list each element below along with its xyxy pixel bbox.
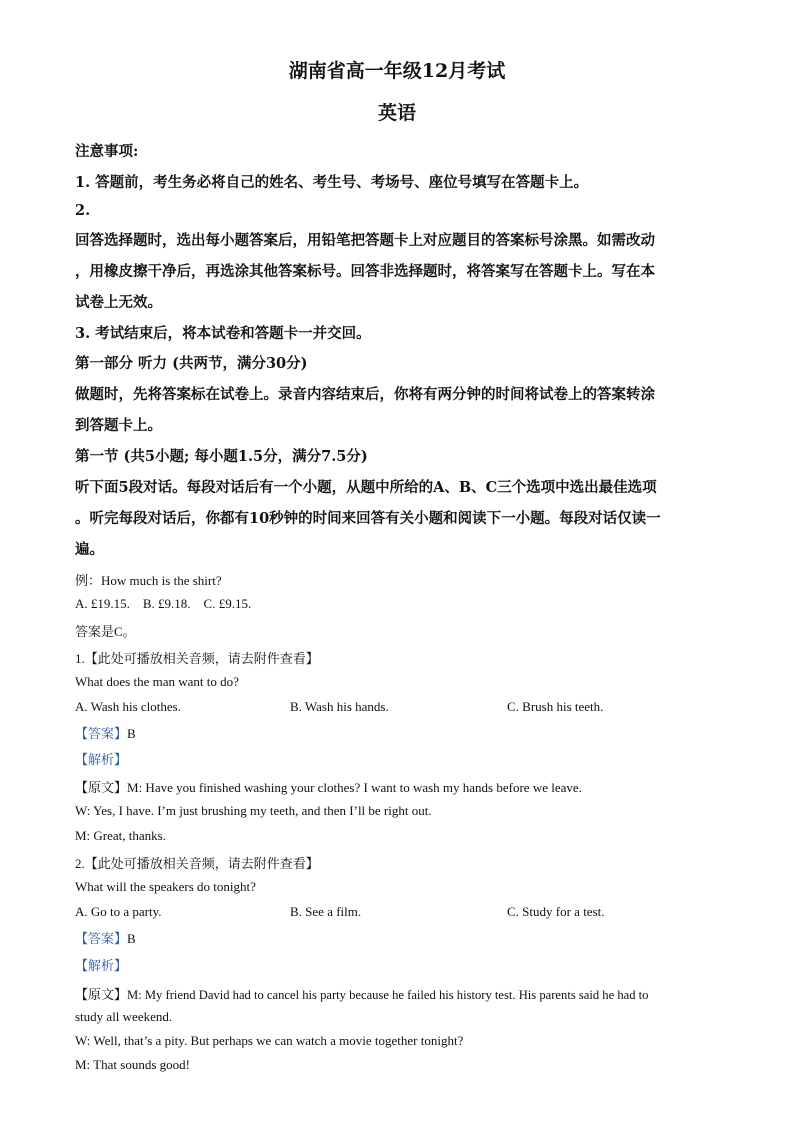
q2-prompt: What will the speakers do tonight?	[75, 879, 256, 894]
example-answer: 答案是C。	[75, 624, 136, 639]
q1-option-c: C. Brush his teeth.	[507, 699, 604, 714]
q2-option-c: C. Study for a test.	[507, 904, 605, 919]
note-item-3: 3. 考试结束后，将本试卷和答题卡一并交回。	[75, 325, 371, 342]
q1-option-a: A. Wash his clothes.	[75, 699, 181, 714]
q1-audio-note: 1.【此处可播放相关音频，请去附件查看】	[75, 651, 319, 666]
example-question: 例：How much is the shirt?	[75, 573, 222, 588]
exam-title: 湖南省高一年级12月考试	[288, 60, 506, 82]
q1-answer: B	[127, 726, 136, 741]
q2-analysis-tag: 【解析】	[75, 959, 128, 974]
note-item-2-line-2: ，用橡皮擦干净后，再选涂其他答案标号。回答非选择题时，将答案写在答题卡上。写在本	[75, 263, 655, 280]
q1-option-b: B. Wash his hands.	[290, 699, 389, 714]
section1-heading: 第一节 (共5小题; 每小题1.5分，满分7.5分)	[75, 448, 368, 465]
section1-instruction-line-2: 。听完每段对话后，你都有10秒钟的时间来回答有关小题和阅读下一小题。每段对话仅读一	[75, 510, 661, 527]
q2-option-a: A. Go to a party.	[75, 904, 162, 919]
q1-analysis-tag: 【解析】	[75, 753, 128, 768]
part1-instruction-line-1: 做题时，先将答案标在试卷上。录音内容结束后，你将有两分钟的时间将试卷上的答案转涂	[75, 386, 655, 403]
section1-instruction-line-3: 遍。	[75, 541, 104, 558]
q2-answer-tag: 【答案】	[75, 932, 128, 947]
example-options: A. £19.15. B. £9.18. C. £9.15.	[75, 596, 252, 611]
q1-answer-tag: 【答案】	[75, 727, 128, 742]
note-item-1: 1. 答题前，考生务必将自己的姓名、考生号、考场号、座位号填写在答题卡上。	[75, 174, 589, 191]
note-item-2-line-1: 回答选择题时，选出每小题答案后，用铅笔把答题卡上对应题目的答案标号涂黑。如需改动	[75, 232, 655, 249]
q1-transcript-line-3: M: Great, thanks.	[75, 828, 166, 843]
q1-transcript-text-1: M: Have you finished washing your clothes? I want to wash my hands before we leave.	[127, 780, 582, 795]
q2-transcript-line-3: M: That sounds good!	[75, 1057, 190, 1072]
q1-answer-row	[75, 723, 136, 743]
q1-original-tag: 【原文】	[75, 780, 128, 795]
q2-answer: B	[127, 931, 136, 946]
q2-audio-note: 2.【此处可播放相关音频，请去附件查看】	[75, 856, 319, 871]
q2-transcript-line-1	[75, 984, 648, 1004]
q1-transcript-line-1	[75, 777, 582, 797]
note-item-2-line-3: 试卷上无效。	[75, 294, 162, 311]
q2-transcript-line-2: W: Well, that’s a pity. But perhaps we can watch a movie together tonight?	[75, 1033, 464, 1048]
q2-original-tag: 【原文】	[75, 987, 128, 1002]
q2-transcript-text-1: M: My friend David had to cancel his party because he failed his history test. His parents said he had to	[127, 988, 649, 1002]
q2-answer-row	[75, 928, 136, 948]
section1-instruction-line-1: 听下面5段对话。每段对话后有一个小题，从题中所给的A、B、C三个选项中选出最佳选项	[75, 479, 657, 496]
q1-transcript-line-2: W: Yes, I have. I’m just brushing my teeth, and then I’ll be right out.	[75, 803, 432, 818]
note-item-2-number: 2.	[75, 202, 91, 219]
q2-option-b: B. See a film.	[290, 904, 362, 919]
part1-instruction-line-2: 到答题卡上。	[75, 417, 162, 434]
q2-transcript-line-1b: study all weekend.	[75, 1009, 173, 1024]
subject-title: 英语	[377, 102, 416, 124]
q1-prompt: What does the man want to do?	[75, 674, 239, 689]
part1-heading: 第一部分 听力 (共两节，满分30分)	[75, 355, 308, 372]
notes-heading: 注意事项:	[75, 143, 139, 160]
